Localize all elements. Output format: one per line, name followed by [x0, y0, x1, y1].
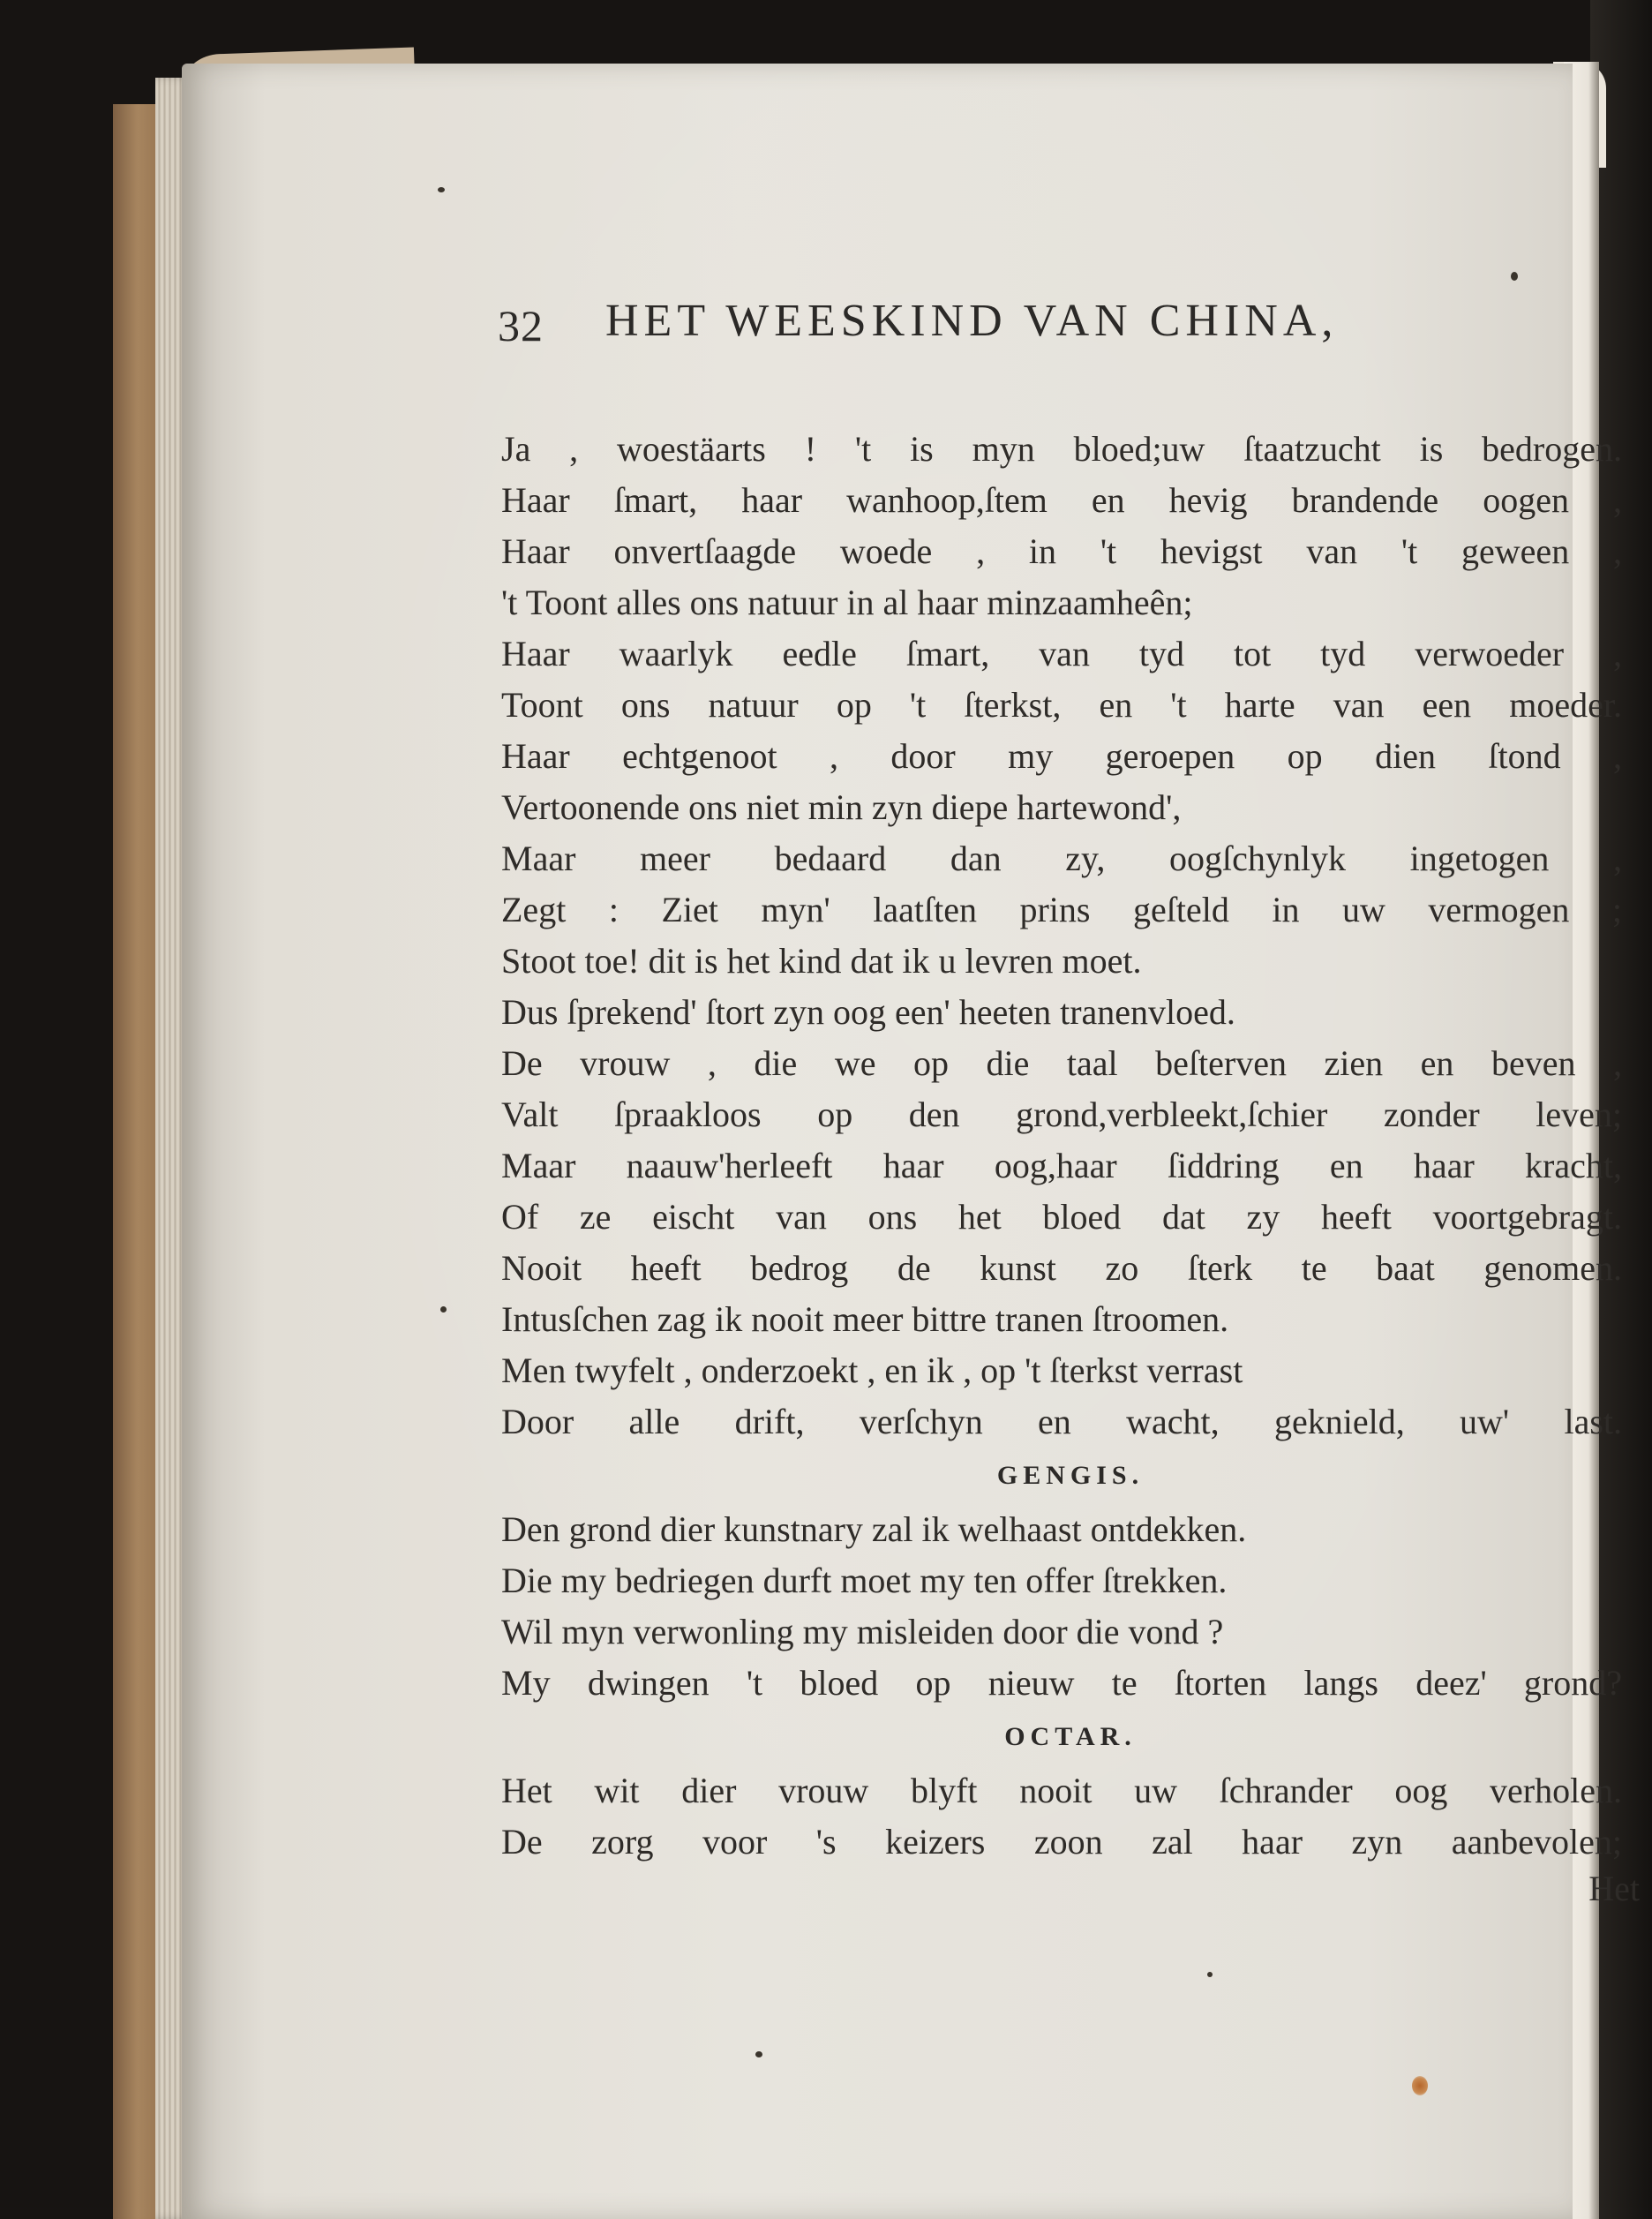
verse-line: Maar naauw'herleeft haar oog,haar ſiddring en haar kracht, — [501, 1146, 1622, 1185]
speaker-name: GENGIS. — [996, 1461, 1145, 1490]
verse-line: De vrouw , die we op die taal beſterven zien en beven , — [501, 1043, 1622, 1083]
verse-line: Men twyfelt , onderzoekt , en ik , op 't ſterkst verrast — [501, 1350, 1243, 1390]
catchword: Het — [1588, 1869, 1640, 1908]
verse-line: Haar onvertſaagde woede , in 't hevigst van 't geween , — [501, 531, 1622, 571]
ink-speck — [440, 1306, 447, 1313]
verse-line: Haar waarlyk eedle ſmart, van tyd tot tyd verwoeder , — [501, 634, 1622, 673]
verse-line: Wil myn verwonling my misleiden door die vond ? — [501, 1612, 1224, 1651]
verse-line: Het wit dier vrouw blyft nooit uw ſchrander oog verholen. — [501, 1771, 1622, 1810]
verse-text — [501, 424, 1640, 1919]
verse-line: 't Toont alles ons natuur in al haar minzaamheên; — [501, 583, 1193, 622]
ink-speck — [1207, 1972, 1213, 1977]
verse-line: Door alle drift, verſchyn en wacht, geknield, uw' last. — [501, 1402, 1622, 1441]
verse-line: Valt ſpraakloos op den grond,verbleekt,ſchier zonder leven; — [501, 1094, 1622, 1134]
verse-line: Stoot toe! dit is het kind dat ik u levren moet. — [501, 941, 1142, 981]
verse-line: Vertoonende ons niet min zyn diepe hartewond', — [501, 787, 1182, 827]
ink-speck — [1511, 272, 1518, 281]
verse-line: Haar ſmart, haar wanhoop,ſtem en hevig brandende oogen , — [501, 480, 1622, 520]
verse-line: Ja , woestäarts ! 't is myn bloed;uw ſtaatzucht is bedrogen. — [501, 429, 1622, 469]
verse-line: Zegt : Ziet myn' laatſten prins geſteld in uw vermogen ; — [501, 890, 1622, 929]
verse-line: My dwingen 't bloed op nieuw te ſtorten langs deez' grond? — [501, 1663, 1622, 1703]
page-number: 32 — [498, 301, 544, 350]
running-title: HET WEESKIND VAN CHINA, — [605, 296, 1339, 346]
verse-line: Den grond dier kunstnary zal ik welhaast ontdekken. — [501, 1509, 1247, 1549]
page-content — [182, 64, 1640, 2219]
ink-speck — [438, 187, 445, 192]
book-page — [182, 64, 1640, 2219]
verse-line: Maar meer bedaard dan zy, oogſchynlyk ingetogen , — [501, 839, 1622, 878]
verse-line: De zorg voor 's keizers zoon zal haar zyn aanbevolen; — [501, 1822, 1622, 1862]
foxing-stain — [1412, 2076, 1428, 2095]
verse-line: Die my bedriegen durft moet my ten offer ſtrekken. — [501, 1561, 1228, 1600]
speaker-name: OCTAR. — [1004, 1722, 1137, 1751]
verse-line: Toont ons natuur op 't ſterkst, en 't harte van een moeder. — [501, 685, 1622, 725]
catchword-row — [501, 1868, 1640, 1919]
verse-line: Nooit heeft bedrog de kunst zo ſterk te baat genomen. — [501, 1248, 1622, 1288]
verse-line: Dus ſprekend' ſtort zyn oog een' heeten tranenvloed. — [501, 992, 1235, 1032]
verse-line: Of ze eischt van ons het bloed dat zy heeft voortgebragt. — [501, 1197, 1622, 1237]
verse-line: Haar echtgenoot , door my geroepen op dien ſtond , — [501, 736, 1622, 776]
verse-line: Intusſchen zag ik nooit meer bittre tranen ſtroomen. — [501, 1299, 1229, 1339]
ink-speck — [755, 2051, 762, 2057]
running-header — [498, 290, 1539, 351]
